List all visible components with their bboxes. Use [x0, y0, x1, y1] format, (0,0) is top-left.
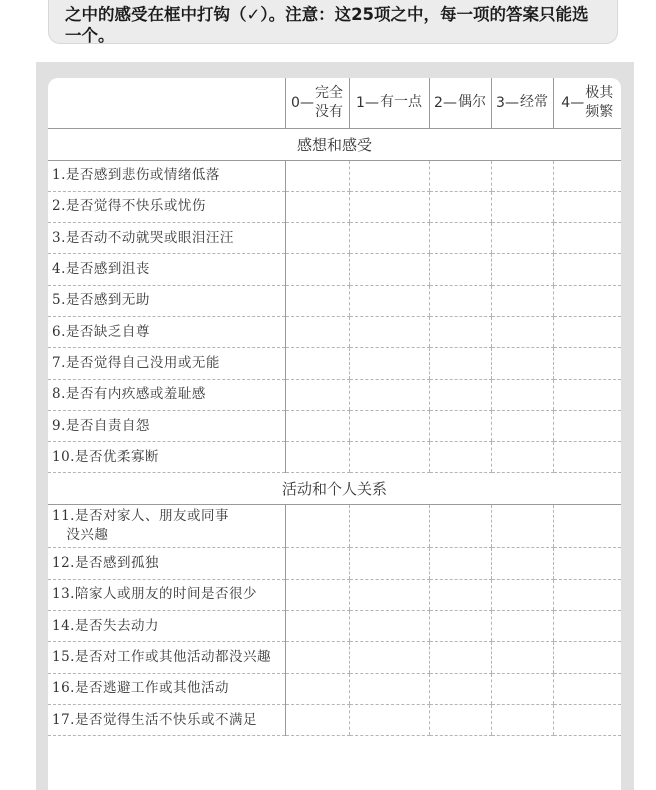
question-text: 5.是否感到无助 [48, 285, 285, 316]
answer-checkbox-col-1[interactable] [349, 548, 429, 579]
question-text: 16.是否逃避工作或其他活动 [48, 673, 285, 704]
question-row [48, 316, 621, 347]
answer-checkbox-col-4[interactable] [553, 379, 621, 410]
answer-checkbox-col-3[interactable] [491, 285, 553, 316]
answer-checkbox-col-4[interactable] [553, 673, 621, 704]
answer-checkbox-col-2[interactable] [429, 548, 491, 579]
question-text: 10.是否优柔寡断 [48, 442, 285, 473]
answer-checkbox-col-0[interactable] [285, 160, 349, 191]
answer-checkbox-col-2[interactable] [429, 348, 491, 379]
answer-checkbox-col-1[interactable] [349, 379, 429, 410]
answer-checkbox-col-2[interactable] [429, 191, 491, 222]
question-row [48, 191, 621, 222]
answer-checkbox-col-4[interactable] [553, 223, 621, 254]
question-text: 9.是否自责自怨 [48, 410, 285, 441]
question-text: 15.是否对工作或其他活动都没兴趣 [48, 642, 285, 673]
question-row [48, 611, 621, 642]
answer-checkbox-col-4[interactable] [553, 191, 621, 222]
instruction-text: 之中的感受在框中打钩（✓）。注意：这25项之中，每一项的答案只能选一个。 [65, 5, 589, 45]
answer-checkbox-col-2[interactable] [429, 254, 491, 285]
question-text: 12.是否感到孤独 [48, 548, 285, 579]
answer-checkbox-col-2[interactable] [429, 579, 491, 610]
question-row [48, 348, 621, 379]
section-header-row [48, 473, 621, 505]
answer-checkbox-col-3[interactable] [491, 548, 553, 579]
answer-checkbox-col-0[interactable] [285, 379, 349, 410]
answer-checkbox-col-2[interactable] [429, 642, 491, 673]
answer-checkbox-col-0[interactable] [285, 548, 349, 579]
answer-checkbox-col-1[interactable] [349, 254, 429, 285]
answer-checkbox-col-3[interactable] [491, 673, 553, 704]
answer-checkbox-col-3[interactable] [491, 223, 553, 254]
answer-checkbox-col-3[interactable] [491, 611, 553, 642]
question-text: 1.是否感到悲伤或情绪低落 [48, 160, 285, 191]
header-row [48, 78, 621, 128]
question-row [48, 673, 621, 704]
answer-checkbox-col-0[interactable] [285, 642, 349, 673]
answer-checkbox-col-0[interactable] [285, 316, 349, 347]
question-text: 17.是否觉得生活不快乐或不满足 [48, 704, 285, 735]
question-row [48, 160, 621, 191]
answer-checkbox-col-0[interactable] [285, 611, 349, 642]
question-text: 11.是否对家人、朋友或同事 没兴趣 [48, 505, 285, 548]
answer-checkbox-col-4[interactable] [553, 579, 621, 610]
answer-checkbox-col-4[interactable] [553, 410, 621, 441]
answer-checkbox-col-2[interactable] [429, 704, 491, 735]
header-col-0: 0— 完全 没有 [285, 78, 349, 128]
header-col-3: 3— 经常 [491, 78, 553, 128]
question-row [48, 410, 621, 441]
answer-checkbox-col-2[interactable] [429, 505, 491, 548]
question-row [48, 379, 621, 410]
question-text: 4.是否感到沮丧 [48, 254, 285, 285]
answer-checkbox-col-1[interactable] [349, 442, 429, 473]
answer-checkbox-col-3[interactable] [491, 254, 553, 285]
question-text: 8.是否有内疚感或羞耻感 [48, 379, 285, 410]
answer-checkbox-col-3[interactable] [491, 316, 553, 347]
answer-checkbox-col-3[interactable] [491, 442, 553, 473]
question-row [48, 254, 621, 285]
answer-checkbox-col-2[interactable] [429, 223, 491, 254]
answer-checkbox-col-4[interactable] [553, 285, 621, 316]
answer-checkbox-col-1[interactable] [349, 316, 429, 347]
answer-checkbox-col-2[interactable] [429, 379, 491, 410]
answer-checkbox-col-1[interactable] [349, 611, 429, 642]
answer-checkbox-col-3[interactable] [491, 642, 553, 673]
header-col-2: 2— 偶尔 [429, 78, 491, 128]
header-col-1: 1— 有一点 [349, 78, 429, 128]
instruction-box [48, 0, 618, 44]
questionnaire-body [48, 128, 621, 736]
answer-checkbox-col-2[interactable] [429, 316, 491, 347]
answer-checkbox-col-1[interactable] [349, 348, 429, 379]
questionnaire-table-card [48, 78, 621, 790]
answer-checkbox-col-1[interactable] [349, 160, 429, 191]
answer-checkbox-col-4[interactable] [553, 704, 621, 735]
answer-checkbox-col-0[interactable] [285, 223, 349, 254]
answer-checkbox-col-0[interactable] [285, 410, 349, 441]
question-row [48, 505, 621, 548]
answer-checkbox-col-2[interactable] [429, 442, 491, 473]
answer-checkbox-col-1[interactable] [349, 223, 429, 254]
answer-checkbox-col-0[interactable] [285, 505, 349, 548]
answer-checkbox-col-1[interactable] [349, 673, 429, 704]
answer-checkbox-col-4[interactable] [553, 548, 621, 579]
answer-checkbox-col-4[interactable] [553, 348, 621, 379]
answer-checkbox-col-1[interactable] [349, 642, 429, 673]
answer-checkbox-col-0[interactable] [285, 191, 349, 222]
answer-checkbox-col-1[interactable] [349, 704, 429, 735]
answer-checkbox-col-3[interactable] [491, 379, 553, 410]
answer-checkbox-col-2[interactable] [429, 673, 491, 704]
answer-checkbox-col-4[interactable] [553, 611, 621, 642]
section-title: 活动和个人关系 [48, 473, 621, 505]
answer-checkbox-col-4[interactable] [553, 254, 621, 285]
question-row [48, 223, 621, 254]
question-text: 7.是否觉得自己没用或无能 [48, 348, 285, 379]
question-row [48, 285, 621, 316]
question-row [48, 642, 621, 673]
answer-checkbox-col-1[interactable] [349, 410, 429, 441]
answer-checkbox-col-0[interactable] [285, 579, 349, 610]
answer-checkbox-col-3[interactable] [491, 704, 553, 735]
answer-checkbox-col-0[interactable] [285, 254, 349, 285]
question-text: 2.是否觉得不快乐或忧伤 [48, 191, 285, 222]
answer-checkbox-col-0[interactable] [285, 704, 349, 735]
answer-checkbox-col-2[interactable] [429, 410, 491, 441]
answer-checkbox-col-1[interactable] [349, 191, 429, 222]
answer-checkbox-col-1[interactable] [349, 579, 429, 610]
answer-checkbox-col-0[interactable] [285, 442, 349, 473]
question-row [48, 442, 621, 473]
section-header-row [48, 128, 621, 160]
answer-checkbox-col-4[interactable] [553, 316, 621, 347]
answer-checkbox-col-0[interactable] [285, 673, 349, 704]
answer-checkbox-col-3[interactable] [491, 579, 553, 610]
answer-checkbox-col-3[interactable] [491, 160, 553, 191]
answer-checkbox-col-1[interactable] [349, 285, 429, 316]
questionnaire-table [48, 78, 621, 736]
section-title: 感想和感受 [48, 128, 621, 160]
header-col-4: 4— 极其 频繁 [553, 78, 621, 128]
answer-checkbox-col-3[interactable] [491, 410, 553, 441]
answer-checkbox-col-0[interactable] [285, 285, 349, 316]
header-blank [48, 78, 285, 128]
question-text: 3.是否动不动就哭或眼泪汪汪 [48, 223, 285, 254]
question-text: 6.是否缺乏自尊 [48, 316, 285, 347]
answer-checkbox-col-3[interactable] [491, 505, 553, 548]
answer-checkbox-col-4[interactable] [553, 505, 621, 548]
answer-checkbox-col-4[interactable] [553, 160, 621, 191]
answer-checkbox-col-2[interactable] [429, 160, 491, 191]
answer-checkbox-col-4[interactable] [553, 642, 621, 673]
answer-checkbox-col-1[interactable] [349, 505, 429, 548]
answer-checkbox-col-4[interactable] [553, 442, 621, 473]
answer-checkbox-col-3[interactable] [491, 191, 553, 222]
answer-checkbox-col-2[interactable] [429, 611, 491, 642]
question-text: 13.陪家人或朋友的时间是否很少 [48, 579, 285, 610]
answer-checkbox-col-2[interactable] [429, 285, 491, 316]
answer-checkbox-col-3[interactable] [491, 348, 553, 379]
question-text: 14.是否失去动力 [48, 611, 285, 642]
answer-checkbox-col-0[interactable] [285, 348, 349, 379]
question-row [48, 548, 621, 579]
question-row [48, 579, 621, 610]
question-row [48, 704, 621, 735]
